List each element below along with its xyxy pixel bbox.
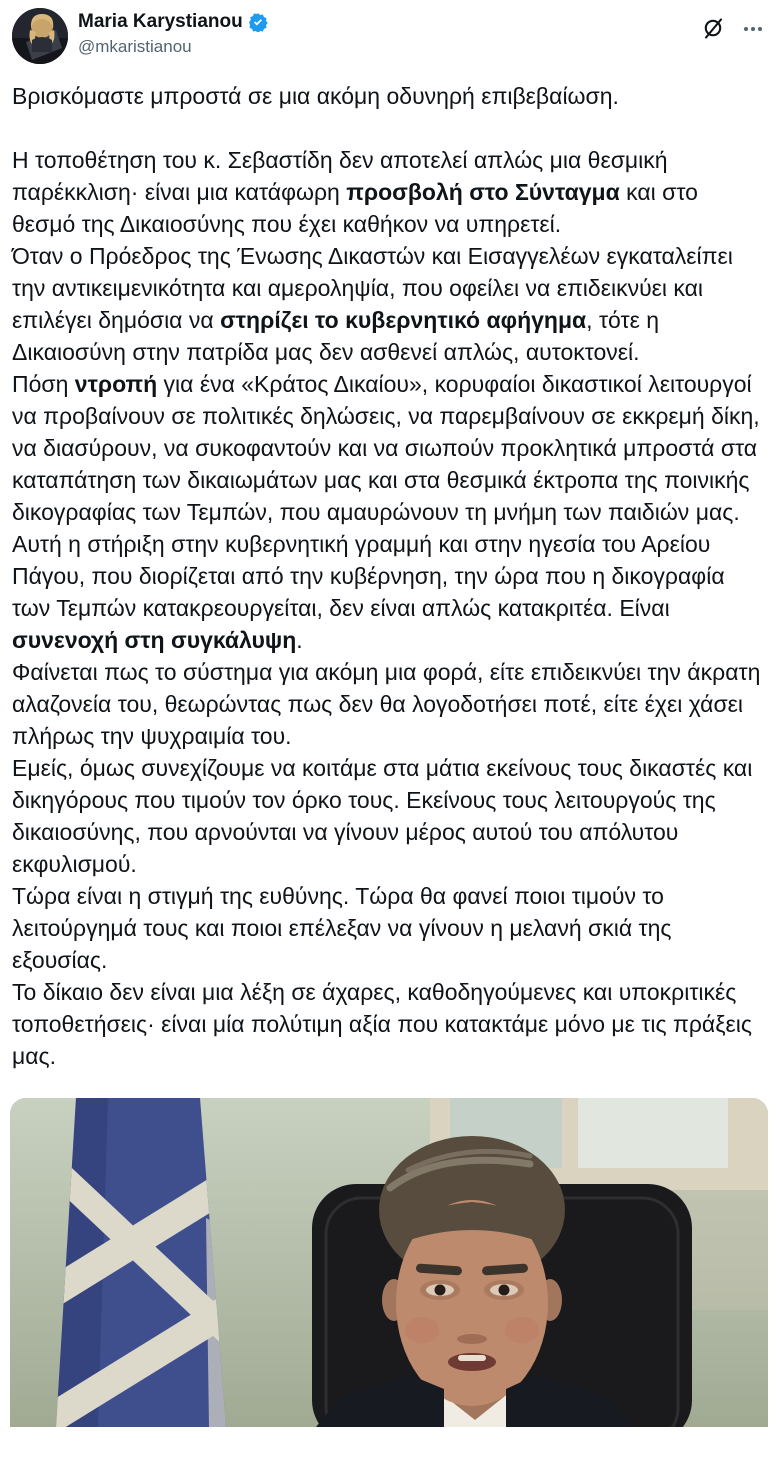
grok-icon [701,17,725,41]
tweet-paragraph: Όταν ο Πρόεδρος της Ένωσης Δικαστών και Εισαγγελέων εγκαταλείπει την αντικειμενικότητα και αμεροληψία, που οφείλει να επιδεικνύει και επιλέγει δημόσια να στηρίζει το κυβερνητικό αφήγημα, τότε η Δικαιοσύνη στην πατρίδα μας δεν ασθενεί απλώς, αυτοκτονεί. [12,243,733,365]
tweet-paragraph: Πόση ντροπή για ένα «Κράτος Δικαίου», κορυφαίοι δικαστικοί λειτουργοί να προβαίνουν σε πολιτικές δηλώσεις, να παρεμβαίνουν σε εκκρεμή δίκη, να διασύρουν, να συκοφαντούν και να σιωπούν προκλητικά μπροστά στα καταπάτηση των δικαιωμάτων μας και στα θεσμικά έκτροπα της ποινικής δικογραφίας των Τεμπών, που αμαυρώνουν τη μνήμη των παιδιών μας. [12,371,760,525]
avatar-image [12,8,68,64]
tweet-paragraph: Φαίνεται πως το σύστημα για ακόμη μια φορά, είτε επιδεικνύει την άκρατη αλαζονεία του, θεωρώντας πως δεν θα λογοδοτήσει ποτέ, είτε έχει χάσει πλήρως την ψυχραιμία του. [12,659,761,749]
display-name[interactable]: Maria Karystianou [78,11,243,32]
header-actions [700,8,766,42]
more-icon [742,18,764,40]
tweet-paragraph: Αυτή η στήριξη στην κυβερνητική γραμμή και στην ηγεσία του Αρείου Πάγου, που διορίζεται από την κυβέρνηση, την ώρα που η δικογραφία των Τεμπών κατακρεουργείται, δεν είναι απλώς κατακριτέα. Είναι συνενοχή στη συγκάλυψη. [12,531,725,653]
tweet-paragraph: Τώρα είναι η στιγμή της ευθύνης. Τώρα θα φανεί ποιοι τιμούν το λειτούργημά τους και ποιοι επέλεξαν να γίνουν η μελανή σκιά της εξουσίας. [12,883,672,973]
avatar[interactable] [12,8,68,64]
teeth [458,1355,486,1361]
tweet-paragraph: Βρισκόμαστε μπροστά σε μια ακόμη οδυνηρή επιβεβαίωση. [12,83,619,109]
grok-actions-button[interactable] [700,16,726,42]
verified-badge-icon [248,12,268,32]
tweet-paragraph: Εμείς, όμως συνεχίζουμε να κοιτάμε στα μάτια εκείνους τους δικαστές και δικηγόρους που τιμούν τον όρκο τους. Εκείνους τους λειτουργούς της δικαιοσύνης, που αρνούνται να γίνουν μέρος αυτού του απόλυτου εκφυλισμού. [12,755,753,877]
tweet-video-thumbnail[interactable] [10,1098,768,1427]
more-menu-button[interactable] [740,16,766,42]
tweet-paragraph: Η τοποθέτηση του κ. Σεβαστίδη δεν αποτελεί απλώς μια θεσμική παρέκκλιση· είναι μια κατάφωρη προσβολή στο Σύνταγμα και στο θεσμό της Δικαιοσύνης που έχει καθήκον να υπηρετεί. [12,147,698,237]
user-names [78,8,700,58]
user-handle[interactable]: @mkaristianou [78,37,192,56]
tweet-text [0,64,778,1072]
tweet-paragraph: Το δίκαιο δεν είναι μια λέξη σε άχαρες, καθοδηγούμενες και υποκριτικές τοποθετήσεις· είναι μία πολύτιμη αξία που κατακτάμε μόνο με τις πράξεις μας. [12,979,752,1069]
tweet-header [0,0,778,64]
video-still [10,1098,768,1427]
nose-shadow [457,1334,487,1344]
